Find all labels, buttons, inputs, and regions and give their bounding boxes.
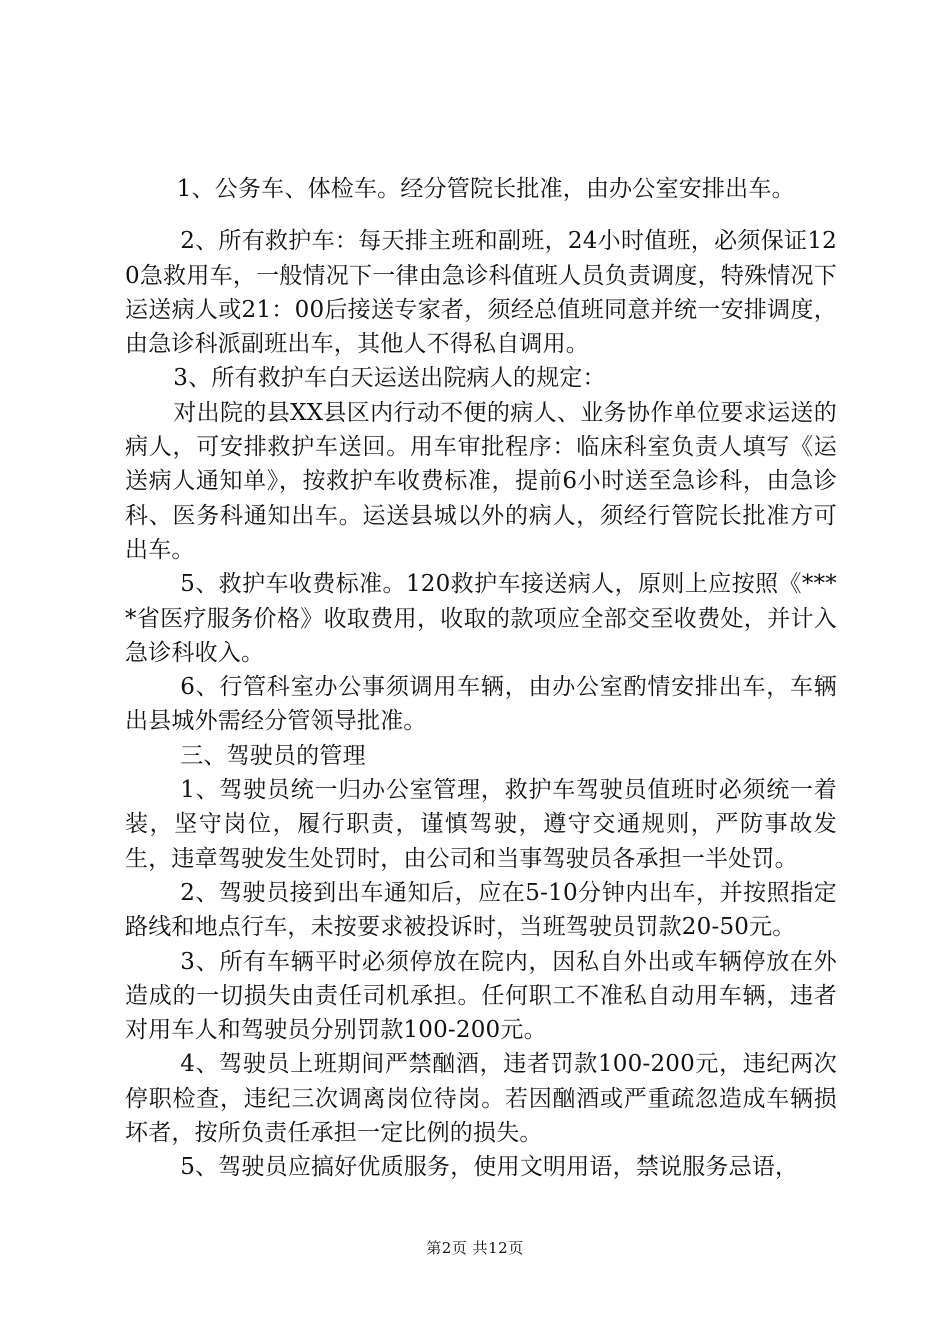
paragraph-official-vehicles: 1、公务车、体检车。经分管院长批准，由办公室安排出车。 [176,176,795,202]
paragraph-driver-rule-5: 5、驾驶员应搞好优质服务，使用文明用语，禁说服务忌语， [180,1154,799,1181]
paragraph-office-vehicle-use: 6、行管科室办公事须调用车辆，由办公室酌情安排出车，车辆出县城外需经分管领导批准。 [125,674,837,735]
paragraph-driver-rule-4: 4、驾驶员上班期间严禁酗酒，违者罚款100-200元，违纪两次停职检查，违纪三次调离岗位待岗。若因酗酒或严重疏忽造成车辆损坏者，按所负责任承担一定比例的损失。 [125,1051,837,1147]
section-heading-driver-management: 三、驾驶员的管理 [180,742,366,769]
page-number-footer: 第2页 共12页 [426,1239,524,1257]
paragraph-ambulance-fees: 5、救护车收费标准。120救护车接送病人，原则上应按照《****省医疗服务价格》收取费用，收取的款项应全部交至收费处，并计入急诊科收入。 [125,571,837,666]
paragraph-discharge-rules-heading: 3、所有救护车白天运送出院病人的规定： [173,365,606,392]
paragraph-driver-rule-3: 3、所有车辆平时必须停放在院内，因私自外出或车辆停放在外造成的一切损失由责任司机承担。任何职工不准私自动用车辆，违者对用车人和驾驶员分别罚款100-200元。 [125,948,837,1044]
document-body [125,172,837,1185]
paragraph-driver-rule-1: 1、驾驶员统一归办公室管理，救护车驾驶员值班时必须统一着装，坚守岗位，履行职责，谨慎驾驶，遵守交通规则，严防事故发生，违章驾驶发生处罚时，由公司和当事驾驶员各承担一半处罚。 [125,777,837,872]
paragraph-driver-rule-2: 2、驾驶员接到出车通知后，应在5-10分钟内出车，并按照指定路线和地点行车，未按要求被投诉时，当班驾驶员罚款20-50元。 [125,879,837,941]
paragraph-ambulance-shifts: 2、所有救护车：每天排主班和副班，24小时值班，必须保证120急救用车，一般情况下一律由急诊科值班人员负责调度，特殊情况下运送病人或21：00后接送专家者，须经总值班同意并统一安排调度，由急诊科派副班出车，其他人不得私自调用。 [125,228,837,358]
paragraph-discharge-rules: 对出院的县XX县区内行动不便的病人、业务协作单位要求运送的病人，可安排救护车送回。用车审批程序：临床科室负责人填写《运送病人通知单》，按救护车收费标准，提前6小时送至急诊科，由急诊科、医务科通知出车。运送县城以外的病人，须经行管院长批准方可出车。 [125,399,837,563]
